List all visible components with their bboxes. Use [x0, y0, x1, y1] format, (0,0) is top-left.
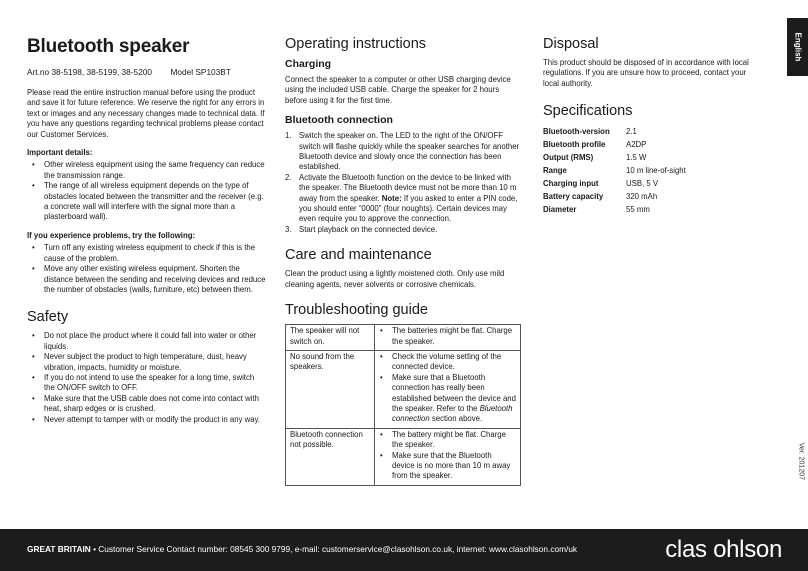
care-heading: Care and maintenance	[285, 247, 432, 264]
list-item: • The range of all wireless equipment depends on the type of obstacles located between the transmitter and the receiver (e.g. a concrete wall will interfere with the signal more than a plasterboard wall).	[27, 181, 267, 223]
footer-contact: GREAT BRITAIN • Customer Service Contact number: 08545 300 9799, e-mail: customerservice@clasohlson.co.uk, internet: www.clasohlson.com/uk	[27, 544, 578, 554]
list-item: • Make sure that the USB cable does not come into contact with heat, sharp edges or is crushed.	[27, 394, 267, 415]
table-row: Bluetooth profile A2DP	[543, 140, 647, 150]
bt-step	[285, 225, 523, 235]
column-middle	[285, 36, 523, 486]
solution-cell	[375, 325, 521, 351]
step-text: Start playback on the connected device.	[299, 224, 438, 234]
footer-bar	[0, 529, 808, 571]
list-item: • Make sure that a Bluetooth connection has really been established between the device and the speaker. Refer to the Bluetooth connection section above.	[379, 373, 516, 425]
bt-step	[285, 131, 523, 173]
charging-heading: Charging	[285, 58, 332, 70]
problems-heading: If you experience problems, try the following:	[27, 230, 196, 240]
table-row	[286, 350, 521, 428]
list-item: • Other wireless equipment using the same frequency can reduce the transmission range.	[27, 160, 267, 181]
table-row	[286, 428, 521, 485]
intro-text: Please read the entire instruction manual before using the product and save it for future reference. We reserve the right for any errors in text or images and any necessary changes made to technical data. If you have any questions regarding technical problems please contact our Customer Services.	[27, 88, 265, 139]
list-item: • If you do not intend to use the speaker for a long time, switch the ON/OFF switch to OFF.	[27, 373, 267, 394]
list-item: • Make sure that the Bluetooth device is no more than 10 m away from the speaker.	[379, 451, 516, 482]
model-no: Model SP103BT	[170, 67, 231, 77]
troubleshooting-heading: Troubleshooting guide	[285, 302, 428, 319]
table-row: Range 10 m line-of-sight	[543, 166, 686, 176]
specifications-heading: Specifications	[543, 103, 633, 120]
important-list	[27, 160, 267, 222]
table-row: Charging input USB, 5 V	[543, 179, 659, 189]
step-number: 3.	[285, 224, 292, 234]
page-title: Bluetooth speaker	[27, 36, 190, 57]
list-item: • Turn off any existing wireless equipment to check if this is the cause of the problem.	[27, 243, 267, 264]
table-row	[286, 325, 521, 351]
bt-heading: Bluetooth connection	[285, 114, 393, 127]
bt-step	[285, 173, 523, 225]
column-left	[27, 36, 267, 433]
important-heading: Important details:	[27, 148, 93, 158]
art-no: Art.no 38-5198, 38-5199, 38-5200	[27, 67, 153, 77]
step-number: 1.	[285, 131, 292, 141]
safety-heading: Safety	[27, 309, 69, 326]
disposal-heading: Disposal	[543, 36, 599, 52]
table-row: Bluetooth-version 2.1	[543, 127, 637, 137]
step-text: If you asked to enter a PIN code, you should enter “0000” (four noughts). Certain devices may even require you to approve the connection.	[299, 193, 518, 224]
footer-country: GREAT BRITAIN	[27, 544, 91, 554]
version-label: Ver. 201207	[797, 442, 804, 480]
brand-logo: clas ohlson	[665, 536, 782, 563]
care-text: Clean the product using a lightly moistened cloth. Only use mild cleaning agents, never solvents or corrosive chemicals.	[285, 269, 505, 289]
column-right	[543, 36, 758, 216]
note-label: Note:	[381, 193, 402, 203]
list-item: • Never attempt to tamper with or modify the product in any way.	[27, 415, 267, 425]
list-item: • Never subject the product to high temperature, dust, heavy vibration, impacts, humidity or moisture.	[27, 352, 267, 373]
table-row: Battery capacity 320 mAh	[543, 192, 658, 202]
disposal-text: This product should be disposed of in accordance with local regulations. If you are unsure how to proceed, contact your local authority.	[543, 58, 749, 88]
list-item: • Move any other existing wireless equipment. Shorten the distance between the sending and receiving devices and reduce the number of obstacles (walls, furniture, etc) between them.	[27, 264, 267, 295]
article-numbers	[27, 67, 267, 77]
solution-cell	[375, 350, 521, 428]
problems-list	[27, 243, 267, 295]
step-number: 2.	[285, 172, 292, 182]
safety-list	[27, 331, 267, 425]
table-row: Output (RMS) 1.5 W	[543, 153, 647, 163]
bt-steps	[285, 131, 523, 235]
problem-cell: No sound from the speakers.	[286, 350, 375, 428]
operating-heading: Operating instructions	[285, 36, 427, 52]
solution-cell	[375, 428, 521, 485]
specifications-table	[543, 125, 686, 216]
list-item: • The batteries might be flat. Charge the speaker.	[379, 326, 516, 347]
language-tab-label: English	[793, 32, 802, 62]
charging-text: Connect the speaker to a computer or other USB charging device using the included USB cable. Charge the speaker for 2 hours before using it for the first time.	[285, 75, 511, 105]
problem-cell: Bluetooth connection not possible.	[286, 428, 375, 485]
list-item: • The battery might be flat. Charge the speaker.	[379, 430, 516, 451]
step-text: Switch the speaker on. The LED to the right of the ON/OFF switch will flashe quickly while the speaker searches for another Bluetooth device and slowly once the connection has been established.	[299, 131, 520, 172]
language-tab	[787, 18, 808, 76]
list-item: • Check the volume setting of the connected device.	[379, 352, 516, 373]
problem-cell: The speaker will not switch on.	[286, 325, 375, 351]
section-reference: Bluetooth connection	[392, 403, 513, 424]
step-text: Activate the Bluetooth function on the device to be linked with the speaker. The Bluetooth device must not be more than 10 m away from the speaker.	[299, 172, 517, 203]
footer-contact-text: Customer Service Contact number: 08545 300 9799, e-mail: customerservice@clasohlson.co.uk, internet: www.clasohlson.com/uk	[98, 544, 578, 554]
troubleshooting-table	[285, 324, 521, 486]
list-item: • Do not place the product where it could fall into water or other liquids.	[27, 331, 267, 352]
table-row: Diameter 55 mm	[543, 205, 650, 215]
